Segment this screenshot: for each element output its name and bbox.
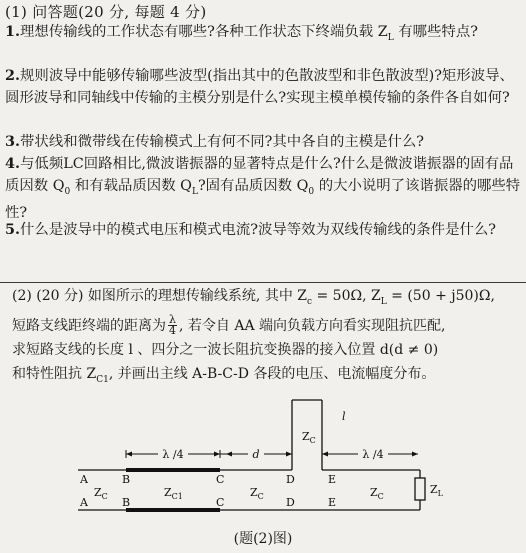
zc-value: = 50Ω, Z — [312, 288, 381, 304]
zc-label-b: $Z_C$ — [250, 486, 264, 501]
problem-line-2 — [12, 314, 520, 338]
question-5 — [5, 219, 521, 242]
question-text: 什么是波导中的模式电压和模式电流?波导等效为双线传输线的条件是什么? — [20, 222, 496, 238]
distribution-text: , 并画出主线 A-B-C-D 各段的电压、电流幅度分布。 — [108, 365, 436, 382]
question-text: 理想传输线的工作状态有哪些?各种工作状态下终端负载 Z — [20, 24, 388, 40]
arrowhead — [126, 452, 132, 457]
zc1-text: 和特性阻抗 Z — [12, 365, 97, 382]
zc1-subscript: C1 — [96, 374, 109, 385]
subscript-b: L — [191, 186, 198, 197]
zc-label-c: $Z_C$ — [370, 486, 384, 501]
matching-condition-text: , 若令自 AA 端向负载方向看实现阻抗匹配, — [178, 317, 446, 334]
section2-problem — [12, 284, 520, 392]
problem-line-1 — [12, 284, 520, 314]
section1-title: (1) 问答题(20 分, 每题 4 分) — [5, 3, 207, 21]
port-B-top: B — [122, 473, 131, 486]
zl-subscript: L — [380, 296, 387, 307]
question-text: 规则波导中能够传输哪些波型(指出其中的色散波型和非色散波型)?矩形波导、圆形波导和同轴线中传输的主模分别是什么?实现主模单模传输的条件各自如何? — [5, 68, 514, 106]
l-label: l — [342, 410, 346, 423]
question-text-d: 的大小说明了该谐振器的哪些特性? — [5, 177, 521, 221]
port-D-top: D — [286, 473, 295, 486]
problem-intro: (2) (20 分) 如图所示的理想传输线系统, 其中 Z — [12, 288, 307, 304]
question-number: 2. — [5, 67, 21, 84]
question-number: 4. — [5, 155, 21, 172]
port-A-top: A — [80, 473, 88, 486]
transmission-line-diagram — [60, 392, 480, 520]
fraction-numerator: λ — [169, 313, 176, 327]
port-E-bottom: E — [328, 496, 337, 509]
arrowhead — [226, 452, 232, 457]
load-resistor — [415, 478, 425, 500]
port-B-bottom: B — [122, 496, 131, 509]
arrowhead — [214, 452, 220, 457]
question-number: 5. — [5, 221, 21, 238]
d-label: d — [252, 448, 260, 461]
stub-distance-text: 短路支线距终端的距离为 — [12, 317, 166, 334]
question-2 — [5, 65, 521, 109]
figure-caption: (题(2)图) — [233, 531, 293, 547]
question-text-b: 和有载品质因数 Q — [70, 177, 192, 194]
zc-label-a: $Z_C$ — [94, 486, 108, 501]
zc-subscript: c — [307, 296, 313, 307]
zc1-label: $Z_{C1}$ — [164, 486, 183, 501]
lambda-over-4-fraction — [168, 315, 177, 336]
port-E-top: E — [328, 473, 337, 486]
port-A-bottom: A — [80, 496, 88, 509]
arrowhead — [412, 452, 418, 457]
subscript-a: 0 — [64, 186, 71, 197]
question-number: 3. — [5, 133, 21, 150]
port-C-bottom: C — [216, 496, 225, 509]
question-text-a: 与低频LC回路相比,微波谐振器的显著特点是什么?什么是微波谐振器的固有品质因数 Q — [5, 156, 514, 194]
question-3 — [5, 131, 521, 154]
question-text-tail: 有哪些特点? — [393, 24, 478, 40]
arrowhead — [322, 452, 328, 457]
question-number: 1. — [5, 23, 21, 40]
lambda4-left-label: λ /4 — [162, 448, 184, 461]
subscript-c: 0 — [308, 186, 315, 197]
stub-zc-label: $Z_C$ — [302, 430, 316, 445]
problem-line-3: 求短路支线的长度 l 、四分之一波长阻抗变换器的接入位置 d(d ≠ 0) — [12, 341, 439, 358]
zl-value: = (50 + j50)Ω, — [386, 288, 495, 304]
question-4 — [5, 153, 521, 224]
arrowhead — [286, 452, 292, 457]
problem-line-4 — [12, 362, 520, 392]
zl-label: $Z_L$ — [430, 483, 443, 498]
lambda4-right-label: λ /4 — [362, 448, 384, 461]
section-divider — [0, 282, 526, 283]
fraction-denominator: 4 — [168, 324, 176, 338]
port-D-bottom: D — [286, 496, 295, 509]
subscript: L — [387, 32, 394, 43]
question-1 — [5, 21, 521, 49]
port-C-top: C — [216, 473, 225, 486]
question-text: 带状线和微带线在传输模式上有何不同?其中各自的主模是什么? — [20, 134, 425, 150]
question-text-c: ?固有品质因数 Q — [197, 177, 309, 194]
